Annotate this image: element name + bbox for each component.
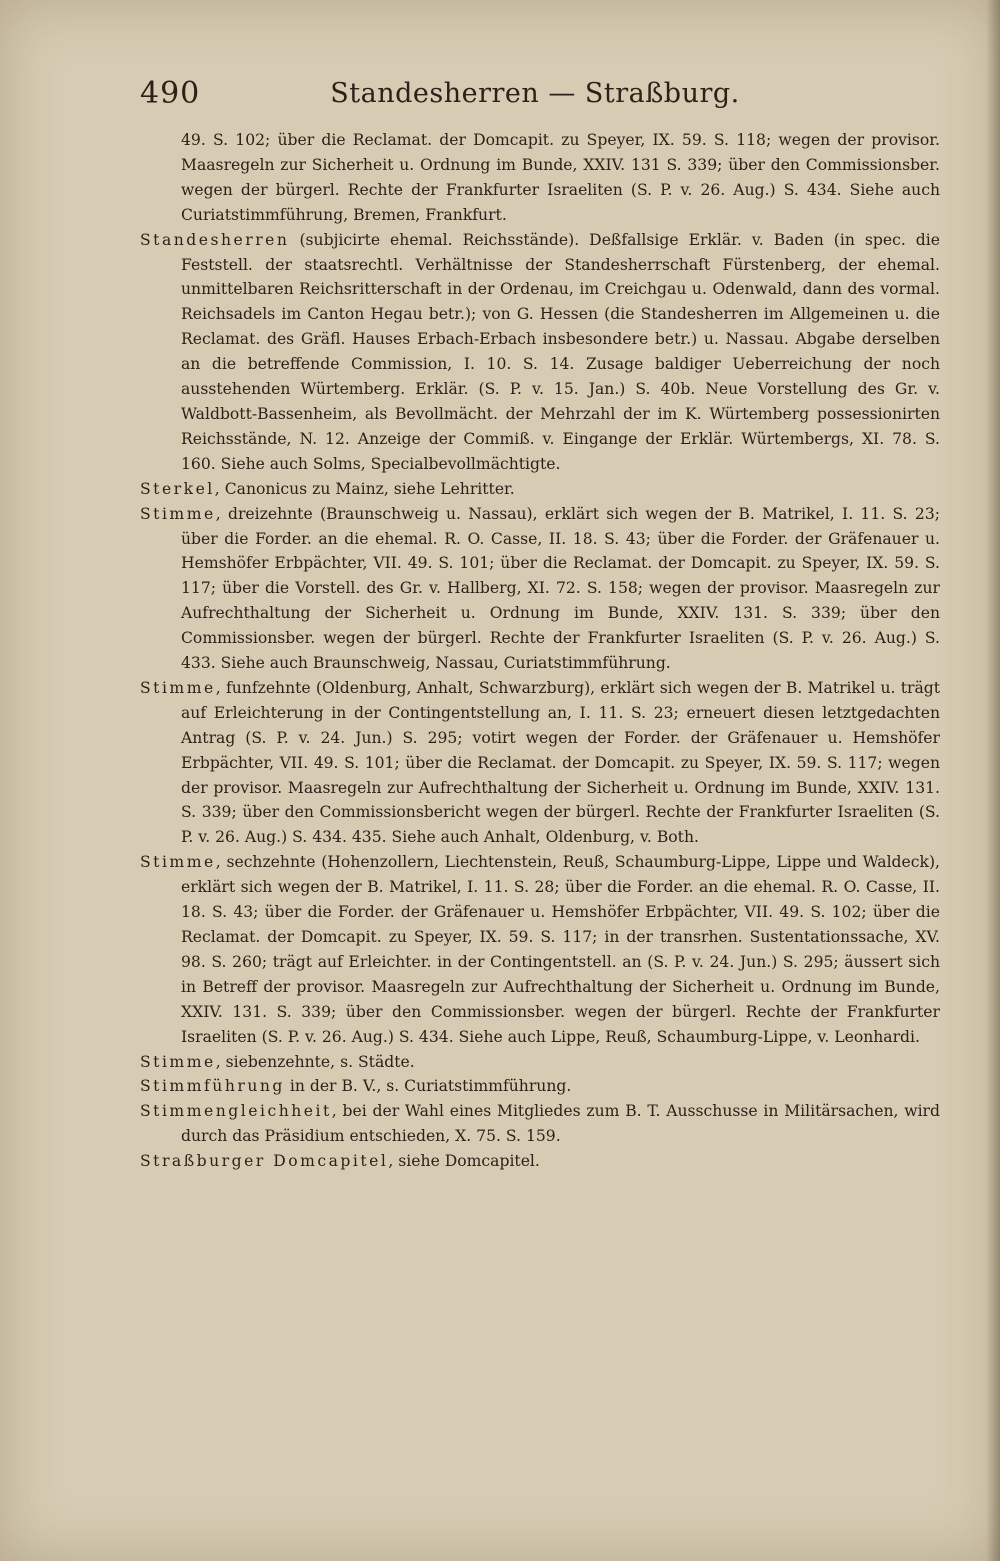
index-entry-stimmengleichheit (140, 1099, 940, 1149)
index-entry-sterkel (140, 477, 940, 502)
index-entry-stimme-13 (140, 502, 940, 676)
entry-term: Stimme (140, 1052, 216, 1071)
entry-text: 49. S. 102; über die Reclamat. der Domcapit. zu Speyer, IX. 59. S. 118; wegen der provisor. Maasregeln zur Sicherheit u. Ordnung im Bunde, XXIV. 131 S. 339; über den Commissionsber. wegen der bürgerl. Rechte der Frankfurter Israeliten (S. P. v. 26. Aug.) S. 434. Siehe auch Curiatstimmführung, Bremen, Frankfurt. (181, 131, 940, 224)
entry-term: Stimme (140, 504, 216, 523)
entry-text: , dreizehnte (Braunschweig u. Nassau), erklärt sich wegen der B. Matrikel, I. 11. S. 23; über die Forder. an die ehemal. R. O. Casse, II. 18. S. 43; über die Forder. der Gräfenauer u. Hemshöfer Erbpächter, VII. 49. S. 101; über die Reclamat. der Domcapit. zu Speyer, IX. 59. S. 117; über die Vorstell. des Gr. v. Hallberg, XI. 72. S. 158; wegen der provisor. Maasregeln zur Aufrechthaltung der Sicherheit u. Ordnung im Bunde, XXIV. 131. S. 339; über den Commissionsber. wegen der bürgerl. Rechte der Frankfurter Israeliten (S. P. v. 26. Aug.) S. 433. Siehe auch Braunschweig, Nassau, Curiatstimmführung. (181, 504, 940, 673)
entry-text: , siebenzehnte, s. Städte. (215, 1052, 415, 1071)
entry-term: Standesherren (140, 230, 290, 249)
entry-term: Straßburger Domcapitel (140, 1152, 389, 1171)
index-entry-stimmfuehrung (140, 1074, 940, 1099)
entry-term: Stimmführung (140, 1077, 285, 1096)
running-title: Standesherren — Straßburg. (330, 78, 740, 109)
entry-text: , bei der Wahl eines Mitgliedes zum B. T. Ausschusse in Militärsachen, wird durch das Präsidium entschieden, X. 75. S. 159. (181, 1102, 940, 1146)
entry-text: (subjicirte ehemal. Reichsstände). Deßfallsige Erklär. v. Baden (in spec. die Feststell. der staatsrechtl. Verhältnisse der Standesherrschaft Fürstenberg, der ehemal. unmittelbaren Reichsritterschaft in der Ordenau, im Creichgau u. Odenwald, dann des vormal. Reichsadels im Canton Hegau betr.); von G. Hessen (die Standesherren im Allgemeinen u. die Reclamat. des Gräfl. Hauses Erbach-Erbach insbesondere betr.) u. Nassau. Abgabe derselben an die betreffende Commission, I. 10. S. 14. Zusage baldiger Ueberreichung der noch ausstehenden Würtemberg. Erklär. (S. P. v. 15. Jan.) S. 40b. Neue Vorstellung des Gr. v. Waldbott-Bassenheim, als Bevollmächt. der Mehrzahl der im K. Würtemberg possessionirten Reichsstände, N. 12. Anzeige der Commiß. v. Eingange der Erklär. Würtembergs, XI. 78. S. 160. Siehe auch Solms, Specialbevollmächtigte. (181, 230, 940, 473)
page-edge-shadow (986, 0, 1000, 1561)
entry-text: , sechzehnte (Hohenzollern, Liechtenstein, Reuß, Schaumburg-Lippe, Lippe und Waldeck), erklärt sich wegen der B. Matrikel, I. 11. S. 28; über die Forder. an die ehemal. R. O. Casse, II. 18. S. 43; über die Forder. der Gräfenauer u. Hemshöfer Erbpächter, VII. 49. S. 102; über die Reclamat. der Domcapit. zu Speyer, IX. 59. S. 117; in der transrhen. Sustentationssache, XV. 98. S. 260; trägt auf Erleichter. in der Contingentstell. an (S. P. v. 24. Jun.) S. 295; äussert sich in Betreff der provisor. Maasregeln zur Aufrechthaltung der Sicherheit u. Ordnung im Bunde, XXIV. 131. S. 339; über den Commissionsber. wegen der bürgerl. Rechte der Frankfurter Israeliten (S. P. v. 26. Aug.) S. 434. Siehe auch Lippe, Reuß, Schaumburg-Lippe, v. Leonhardi. (181, 853, 940, 1046)
index-entry-strassburger-domcapitel (140, 1149, 940, 1174)
entry-term: Stimmengleichheit (140, 1102, 332, 1121)
index-entry-continuation (140, 128, 940, 228)
page-number: 490 (140, 76, 201, 111)
index-entry-standesherren (140, 228, 940, 477)
entry-text: , siehe Domcapitel. (388, 1152, 540, 1171)
entry-text: , funfzehnte (Oldenburg, Anhalt, Schwarzburg), erklärt sich wegen der B. Matrikel u. trägt auf Erleichterung in der Contingentstellung an, I. 11. S. 23; erneuert diesen letztgedachten Antrag (S. P. v. 24. Jun.) S. 295; votirt wegen der Forder. der Gräfenauer u. Hemshöfer Erbpächter, VII. 49. S. 101; über die Reclamat. der Domcapit. zu Speyer, IX. 59. S. 117; wegen der provisor. Maasregeln zur Aufrechthaltung der Sicherheit u. Ordnung im Bunde, XXIV. 131. S. 339; über den Commissionsbericht wegen der bürgerl. Rechte der Frankfurter Israeliten (S. P. v. 26. Aug.) S. 434. 435. Siehe auch Anhalt, Oldenburg, v. Both. (181, 678, 940, 847)
index-entry-stimme-15 (140, 676, 940, 850)
index-entry-stimme-17 (140, 1050, 940, 1075)
entry-term: Stimme (140, 853, 216, 872)
entry-term: Stimme (140, 678, 216, 697)
entry-term: Sterkel (140, 479, 215, 498)
page-header (140, 70, 930, 120)
entry-text: , Canonicus zu Mainz, siehe Lehritter. (214, 479, 515, 498)
index-body (140, 128, 940, 1174)
index-entry-stimme-16 (140, 850, 940, 1049)
entry-text: in der B. V., s. Curiatstimmführung. (284, 1077, 572, 1096)
